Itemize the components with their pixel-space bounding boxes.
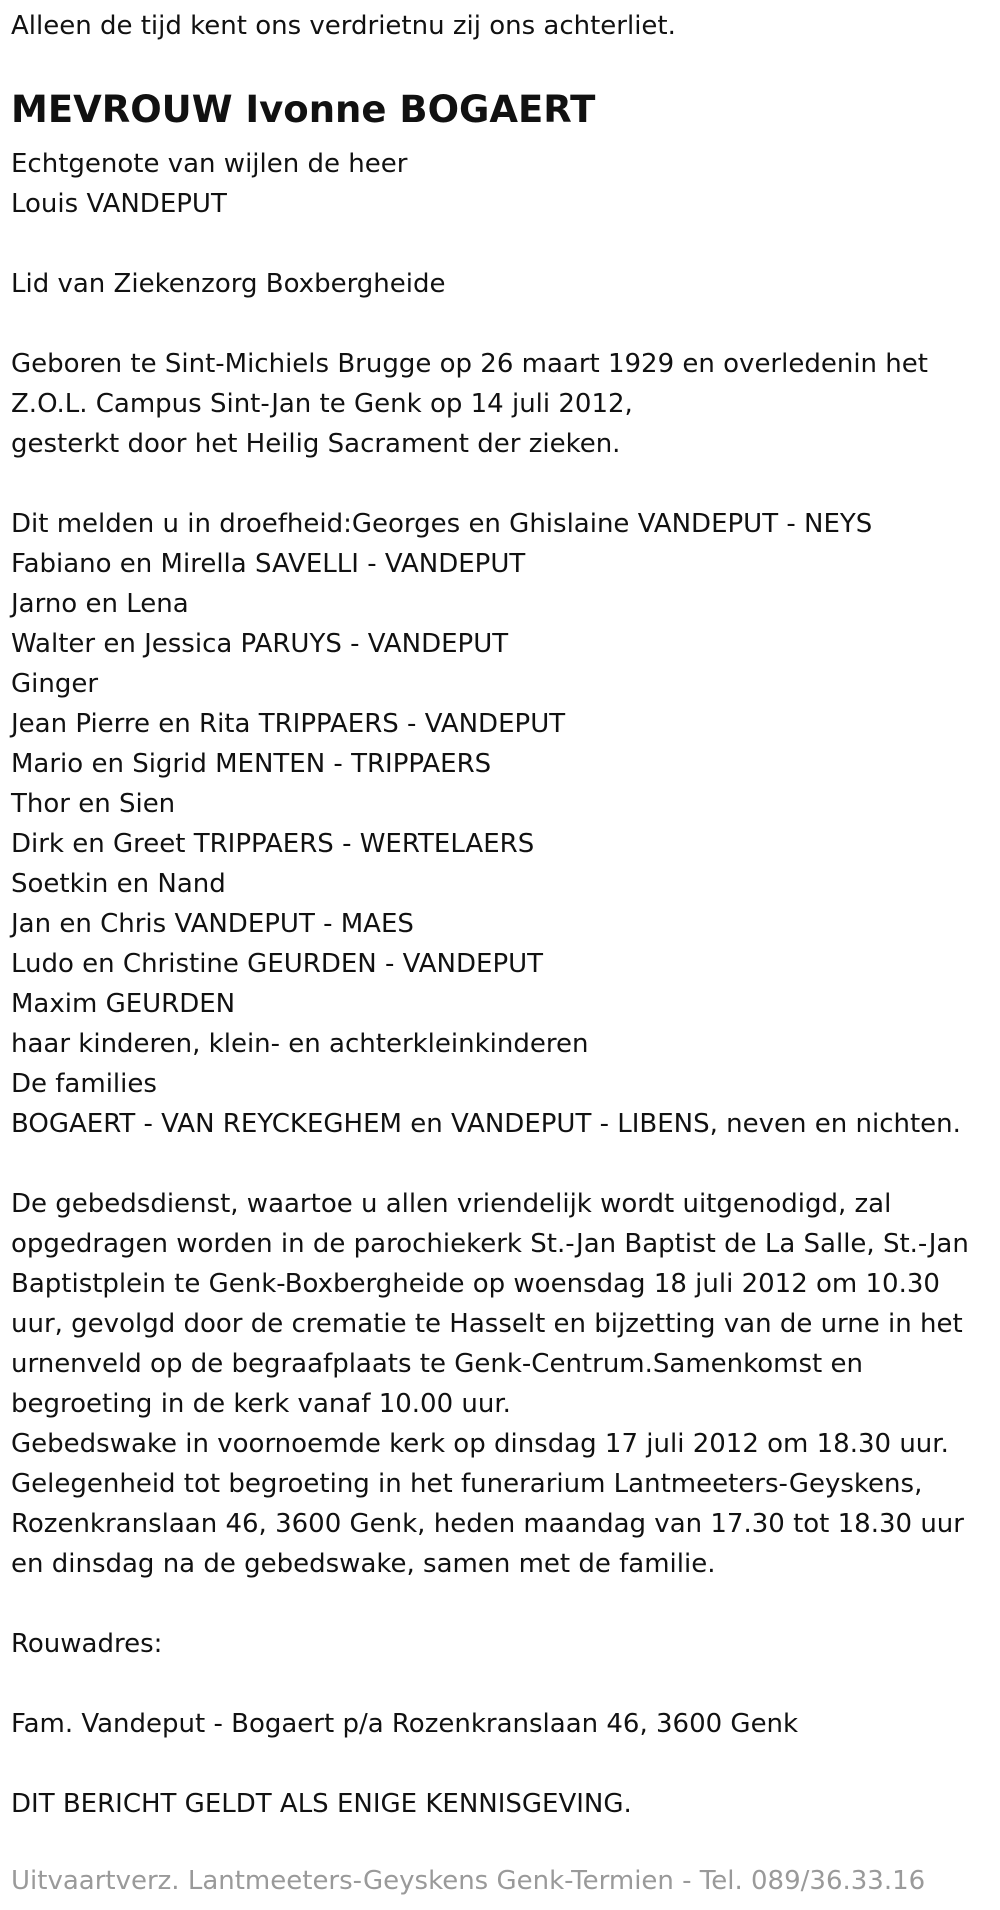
service-line: Gelegenheid tot begroeting in het funerarium Lantmeeters-Geyskens, [11,1469,923,1499]
mourner-line: Mario en Sigrid MENTEN - TRIPPAERS [11,749,492,779]
service-line: Gebedswake in voornoemde kerk op dinsdag 17 juli 2012 om 18.30 uur. [11,1429,949,1459]
mourner-line: Fabiano en Mirella SAVELLI - VANDEPUT [11,549,526,579]
mourner-line: Jarno en Lena [11,589,189,619]
spouse-line: Echtgenote van wijlen de heer [11,149,408,179]
spouse-section [11,144,991,224]
service-details [11,1184,991,1584]
address-label: Rouwadres: [11,1629,163,1659]
mourner-line: Ginger [11,669,99,699]
mourner-line: Thor en Sien [11,789,176,819]
birth-death-line: gesterkt door het Heilig Sacrament der zieken. [11,429,621,459]
official-notice: DIT BERICHT GELDT ALS ENIGE KENNISGEVING. [11,1789,632,1819]
service-line: uur, gevolgd door de crematie te Hasselt en bijzetting van de urne in het [11,1309,963,1339]
service-line: Baptistplein te Genk-Boxbergheide op woensdag 18 juli 2012 om 10.30 [11,1269,940,1299]
service-line: Rozenkranslaan 46, 3600 Genk, heden maandag van 17.30 tot 18.30 uur [11,1509,964,1539]
service-line: begroeting in de kerk vanaf 10.00 uur. [11,1389,511,1419]
mourner-line: Soetkin en Nand [11,869,226,899]
birth-death-section [11,344,991,464]
tagline: Alleen de tijd kent ons verdrietnu zij ons achterliet. [11,11,676,41]
service-line: De gebedsdienst, waartoe u allen vriendelijk wordt uitgenodigd, zal [11,1189,892,1219]
mourner-line: Jan en Chris VANDEPUT - MAES [11,909,414,939]
service-line: opgedragen worden in de parochiekerk St.-Jan Baptist de La Salle, St.-Jan [11,1229,969,1259]
mourner-line: De families [11,1069,157,1099]
mourner-line: BOGAERT - VAN REYCKEGHEM en VANDEPUT - LIBENS, neven en nichten. [11,1109,961,1139]
mourners-list [11,504,991,1144]
mourner-line: Ludo en Christine GEURDEN - VANDEPUT [11,949,544,979]
mourner-line: Walter en Jessica PARUYS - VANDEPUT [11,629,509,659]
mourning-address: Fam. Vandeput - Bogaert p/a Rozenkranslaan 46, 3600 Genk [11,1709,799,1739]
spouse-name: Louis VANDEPUT [11,189,227,219]
birth-death-line: Z.O.L. Campus Sint-Jan te Genk op 14 juli 2012, [11,389,633,419]
mourner-line: Dirk en Greet TRIPPAERS - WERTELAERS [11,829,535,859]
mourner-line: haar kinderen, klein- en achterkleinkinderen [11,1029,589,1059]
obituary-notice [11,0,991,1824]
birth-death-line: Geboren te Sint-Michiels Brugge op 26 maart 1929 en overledenin het [11,349,928,379]
mourner-line: Dit melden u in droefheid:Georges en Ghislaine VANDEPUT - NEYS [11,509,873,539]
membership-line: Lid van Ziekenzorg Boxbergheide [11,269,446,299]
funeral-home-footer: Uitvaartverz. Lantmeeters-Geyskens Genk-Termien - Tel. 089/36.33.16 [11,1866,926,1896]
service-line: urnenveld op de begraafplaats te Genk-Centrum.Samenkomst en [11,1349,863,1379]
mourner-line: Maxim GEURDEN [11,989,236,1019]
mourner-line: Jean Pierre en Rita TRIPPAERS - VANDEPUT [11,709,566,739]
service-line: en dinsdag na de gebedswake, samen met de familie. [11,1549,716,1579]
deceased-name: MEVROUW Ivonne BOGAERT [11,88,596,131]
